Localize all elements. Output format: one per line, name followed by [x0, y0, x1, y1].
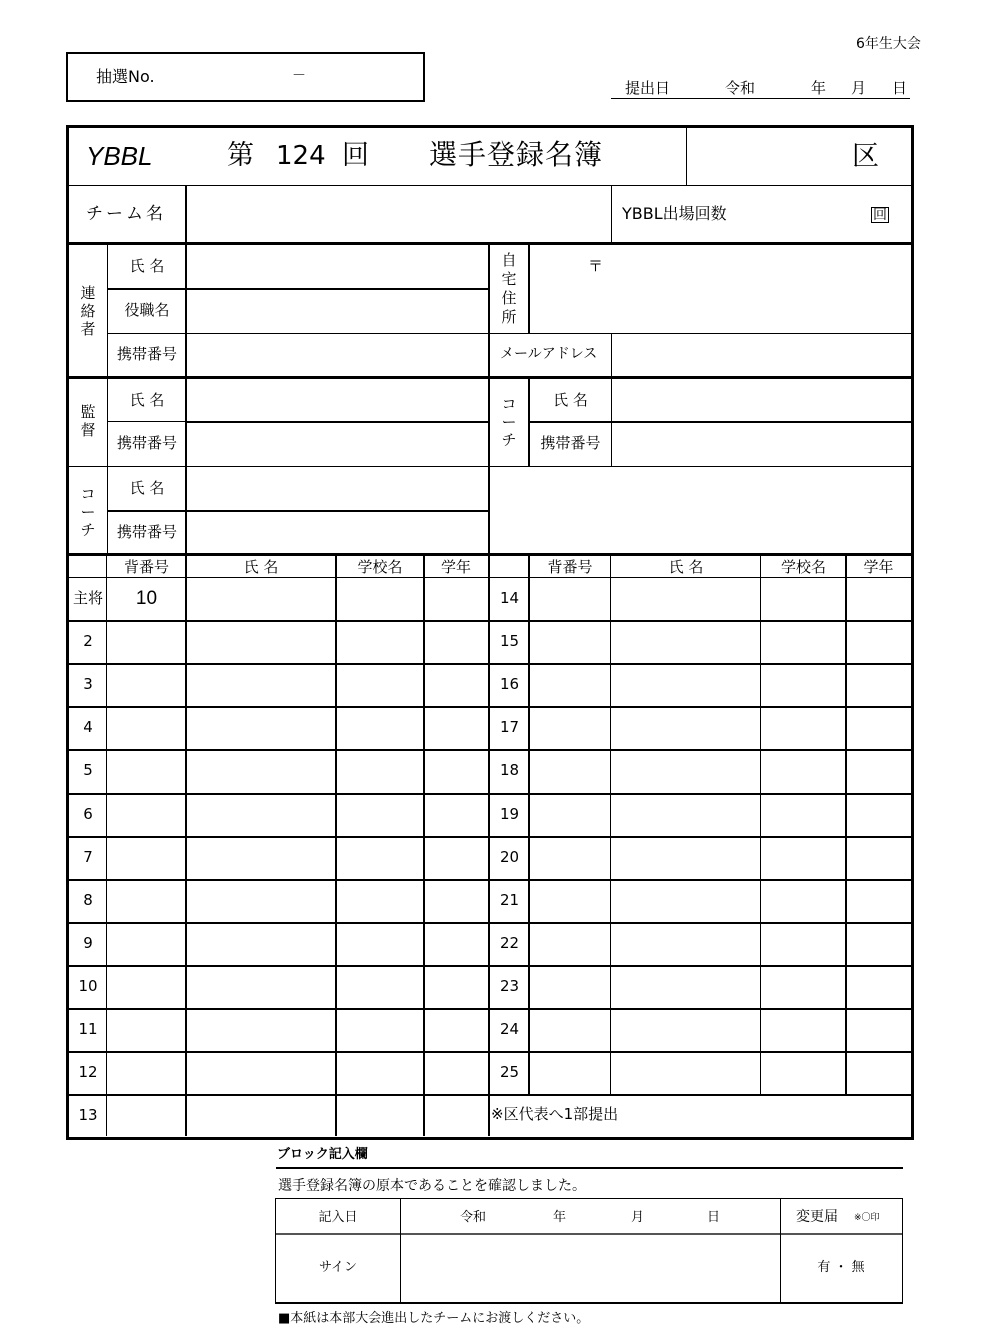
lottery-label: 抽選No.	[96, 67, 155, 86]
player-name-input[interactable]	[187, 1096, 334, 1136]
header-number-right: 背番号	[547, 558, 593, 576]
director-phone-label: 携帯番号	[116, 434, 177, 452]
player-number-input[interactable]	[530, 579, 609, 619]
player-name-input[interactable]	[187, 838, 334, 878]
header-name-left: 氏 名	[243, 558, 279, 576]
player-index: 10	[78, 977, 98, 995]
player-number-input[interactable]: 10	[135, 588, 158, 609]
player-name-input[interactable]	[187, 751, 334, 791]
player-name-input[interactable]	[612, 622, 759, 662]
player-name-input[interactable]	[187, 665, 334, 705]
player-school-input[interactable]	[337, 708, 422, 748]
team-name-input[interactable]	[188, 187, 610, 242]
form-title: 選手登録名簿	[429, 138, 604, 171]
player-name-input[interactable]	[187, 622, 334, 662]
change-note: ※〇印	[854, 1213, 880, 1223]
player-grade-input[interactable]	[425, 708, 486, 748]
player-name-input[interactable]	[612, 665, 759, 705]
player-name-input[interactable]	[612, 838, 759, 878]
player-number-input[interactable]	[530, 838, 609, 878]
coach-left-phone-label: 携帯番号	[116, 523, 177, 541]
contact-phone-label: 携帯番号	[116, 345, 177, 363]
coach-right-phone-label: 携帯番号	[540, 434, 601, 452]
player-grade-input[interactable]	[425, 1096, 486, 1136]
player-index: 24	[499, 1020, 520, 1038]
player-index: 23	[499, 977, 520, 995]
player-grade-input[interactable]	[847, 579, 909, 619]
submission-year: 年	[811, 79, 827, 97]
player-name-input[interactable]	[187, 795, 334, 835]
sign-input[interactable]	[402, 1236, 779, 1300]
header-number-left: 背番号	[123, 558, 169, 576]
address-label: 自 宅 住 所	[501, 251, 517, 326]
player-index: 14	[499, 589, 520, 607]
players-note: ※区代表へ1部提出	[491, 1105, 619, 1123]
director-name-input[interactable]	[188, 380, 487, 420]
player-index: 16	[499, 675, 520, 693]
player-number-input[interactable]	[530, 665, 609, 705]
team-label: チーム名	[86, 204, 166, 224]
player-school-input[interactable]	[762, 881, 844, 921]
row-divider	[490, 577, 911, 578]
player-school-input[interactable]	[762, 622, 844, 662]
player-grade-input[interactable]	[847, 795, 909, 835]
block-day: 日	[707, 1210, 721, 1225]
player-index: 15	[499, 632, 520, 650]
contact-phone-input[interactable]	[188, 335, 487, 376]
lottery-value: －	[292, 68, 306, 84]
coach-left-section-label: コ ー チ	[80, 485, 96, 539]
block-era: 令和	[460, 1210, 487, 1225]
contact-name-label: 氏 名	[129, 257, 165, 275]
player-index: 22	[499, 934, 520, 952]
player-grade-input[interactable]	[847, 665, 909, 705]
player-number-input[interactable]	[530, 881, 609, 921]
row-divider	[69, 577, 488, 578]
title-dai: 第	[227, 140, 254, 171]
player-school-input[interactable]	[762, 795, 844, 835]
player-school-input[interactable]	[762, 967, 844, 1007]
player-school-input[interactable]	[762, 751, 844, 791]
player-grade-input[interactable]	[847, 924, 909, 964]
player-name-input[interactable]	[187, 881, 334, 921]
block-date-label: 記入日	[318, 1210, 358, 1225]
player-name-input[interactable]	[612, 967, 759, 1007]
header-grade-left: 学年	[440, 558, 471, 576]
player-grade-input[interactable]	[425, 622, 486, 662]
player-school-input[interactable]	[337, 795, 422, 835]
coach-right-name-input[interactable]	[613, 380, 908, 420]
change-label: 変更届	[796, 1209, 838, 1225]
coach-right-phone-input[interactable]	[613, 424, 908, 465]
submission-date[interactable]	[611, 78, 910, 99]
block-year: 年	[553, 1210, 567, 1225]
postal-mark: 〒	[588, 257, 604, 275]
email-input[interactable]	[613, 335, 908, 376]
player-grade-input[interactable]	[847, 967, 909, 1007]
player-name-input[interactable]	[187, 1010, 334, 1050]
player-grade-input[interactable]	[425, 1053, 486, 1093]
title-number: 124	[276, 141, 326, 171]
player-name-input[interactable]	[612, 881, 759, 921]
player-index: 2	[83, 632, 93, 650]
player-index: 21	[499, 891, 520, 909]
player-name-input[interactable]	[187, 708, 334, 748]
appearances-unit: 回	[873, 207, 887, 223]
header-school-left: 学校名	[357, 558, 403, 576]
player-index: 19	[499, 805, 520, 823]
player-grade-input[interactable]	[425, 795, 486, 835]
contact-name-input[interactable]	[188, 246, 487, 287]
category-label: 6年生大会	[856, 36, 921, 52]
player-grade-input[interactable]	[847, 622, 909, 662]
sign-label: サイン	[318, 1260, 358, 1275]
player-school-input[interactable]	[337, 924, 422, 964]
player-school-input[interactable]	[762, 708, 844, 748]
player-index: 8	[83, 891, 93, 909]
player-number-input[interactable]	[530, 967, 609, 1007]
player-grade-input[interactable]	[425, 751, 486, 791]
player-index: 主将	[72, 589, 103, 607]
player-index: 6	[83, 805, 93, 823]
player-number-input[interactable]	[530, 795, 609, 835]
player-name-input[interactable]	[612, 1010, 759, 1050]
player-name-input[interactable]	[187, 967, 334, 1007]
submission-label: 提出日	[625, 79, 671, 97]
address-input[interactable]	[531, 246, 908, 332]
player-school-input[interactable]	[337, 1010, 422, 1050]
player-index: 20	[499, 848, 520, 866]
ward-label[interactable]: 区	[852, 141, 879, 172]
player-name-input[interactable]	[612, 751, 759, 791]
block-confirm-text: 選手登録名簿の原本であることを確認しました。	[278, 1178, 586, 1194]
coach-left-name-label: 氏 名	[129, 479, 165, 497]
player-school-input[interactable]	[762, 1053, 844, 1093]
player-school-input[interactable]	[762, 838, 844, 878]
player-number-input[interactable]	[530, 708, 609, 748]
block-title: ブロック記入欄	[277, 1147, 368, 1162]
player-school-input[interactable]	[337, 665, 422, 705]
player-school-input[interactable]	[762, 665, 844, 705]
player-index: 9	[83, 934, 93, 952]
player-school-input[interactable]	[337, 751, 422, 791]
player-grade-input[interactable]	[425, 967, 486, 1007]
player-index: 18	[499, 761, 520, 779]
player-school-input[interactable]	[762, 579, 844, 619]
director-phone-input[interactable]	[188, 424, 487, 465]
player-grade-input[interactable]	[425, 1010, 486, 1050]
block-month: 月	[631, 1210, 645, 1225]
submission-day: 日	[892, 79, 908, 97]
player-grade-input[interactable]	[847, 708, 909, 748]
player-grade-input[interactable]	[847, 1010, 909, 1050]
player-grade-input[interactable]	[425, 881, 486, 921]
league-name: YBBL	[86, 141, 153, 171]
player-number-input[interactable]	[530, 1053, 609, 1093]
col-divider	[760, 556, 761, 1094]
player-index: 4	[83, 718, 93, 736]
coach-right-section-label: コ ー チ	[501, 395, 517, 449]
player-grade-input[interactable]	[425, 579, 486, 619]
player-school-input[interactable]	[337, 1053, 422, 1093]
title-kai: 回	[342, 140, 369, 171]
player-index: 17	[499, 718, 520, 736]
contact-position-input[interactable]	[188, 291, 487, 332]
submission-month: 月	[851, 79, 867, 97]
player-index: 13	[78, 1106, 98, 1124]
player-name-input[interactable]	[187, 579, 334, 619]
footer-note: ■本紙は本部大会進出したチームにお渡しください。	[278, 1311, 590, 1326]
player-grade-input[interactable]	[425, 665, 486, 705]
header-grade-right: 学年	[863, 558, 894, 576]
player-number-input[interactable]	[530, 751, 609, 791]
player-school-input[interactable]	[762, 1010, 844, 1050]
player-school-input[interactable]	[337, 967, 422, 1007]
header-name-right: 氏 名	[668, 558, 704, 576]
player-number-input[interactable]	[530, 924, 609, 964]
player-name-input[interactable]	[612, 708, 759, 748]
contact-section-label: 連 絡 者	[80, 284, 96, 338]
player-grade-input[interactable]	[425, 924, 486, 964]
lottery-box[interactable]	[66, 52, 425, 102]
header-school-right: 学校名	[780, 558, 826, 576]
col-divider	[610, 556, 611, 1094]
player-index: 12	[78, 1063, 98, 1081]
appearances-input[interactable]	[760, 190, 860, 240]
row-divider	[490, 1094, 911, 1096]
player-school-input[interactable]	[337, 1096, 422, 1136]
player-index: 3	[83, 675, 93, 693]
player-name-input[interactable]	[612, 1053, 759, 1093]
email-label: メールアドレス	[500, 346, 598, 362]
coach-left-phone-input[interactable]	[188, 513, 487, 553]
director-section-label: 監 督	[80, 403, 96, 439]
player-school-input[interactable]	[337, 579, 422, 619]
player-number-input[interactable]	[530, 1010, 609, 1050]
player-school-input[interactable]	[337, 881, 422, 921]
player-name-input[interactable]	[612, 924, 759, 964]
player-number-input[interactable]	[530, 622, 609, 662]
player-school-input[interactable]	[337, 838, 422, 878]
player-index: 25	[499, 1063, 520, 1081]
player-name-input[interactable]	[187, 1053, 334, 1093]
player-grade-input[interactable]	[847, 1053, 909, 1093]
coach-left-name-input[interactable]	[188, 468, 487, 509]
player-name-input[interactable]	[187, 924, 334, 964]
player-grade-input[interactable]	[847, 881, 909, 921]
player-grade-input[interactable]	[847, 838, 909, 878]
player-school-input[interactable]	[337, 622, 422, 662]
coach-right-name-label: 氏 名	[553, 391, 588, 409]
player-grade-input[interactable]	[425, 838, 486, 878]
submission-era: 令和	[725, 79, 756, 97]
contact-position-label: 役職名	[124, 301, 170, 319]
block-date-input[interactable]	[402, 1200, 779, 1232]
player-name-input[interactable]	[612, 579, 759, 619]
appearances-label: YBBL出場回数	[622, 204, 727, 223]
director-name-label: 氏 名	[129, 391, 165, 409]
player-index: 7	[83, 848, 93, 866]
player-school-input[interactable]	[762, 924, 844, 964]
player-index: 5	[83, 761, 93, 779]
player-name-input[interactable]	[612, 795, 759, 835]
player-index: 11	[78, 1020, 98, 1038]
change-yes-no[interactable]: 有 ・ 無	[817, 1260, 865, 1275]
player-grade-input[interactable]	[847, 751, 909, 791]
